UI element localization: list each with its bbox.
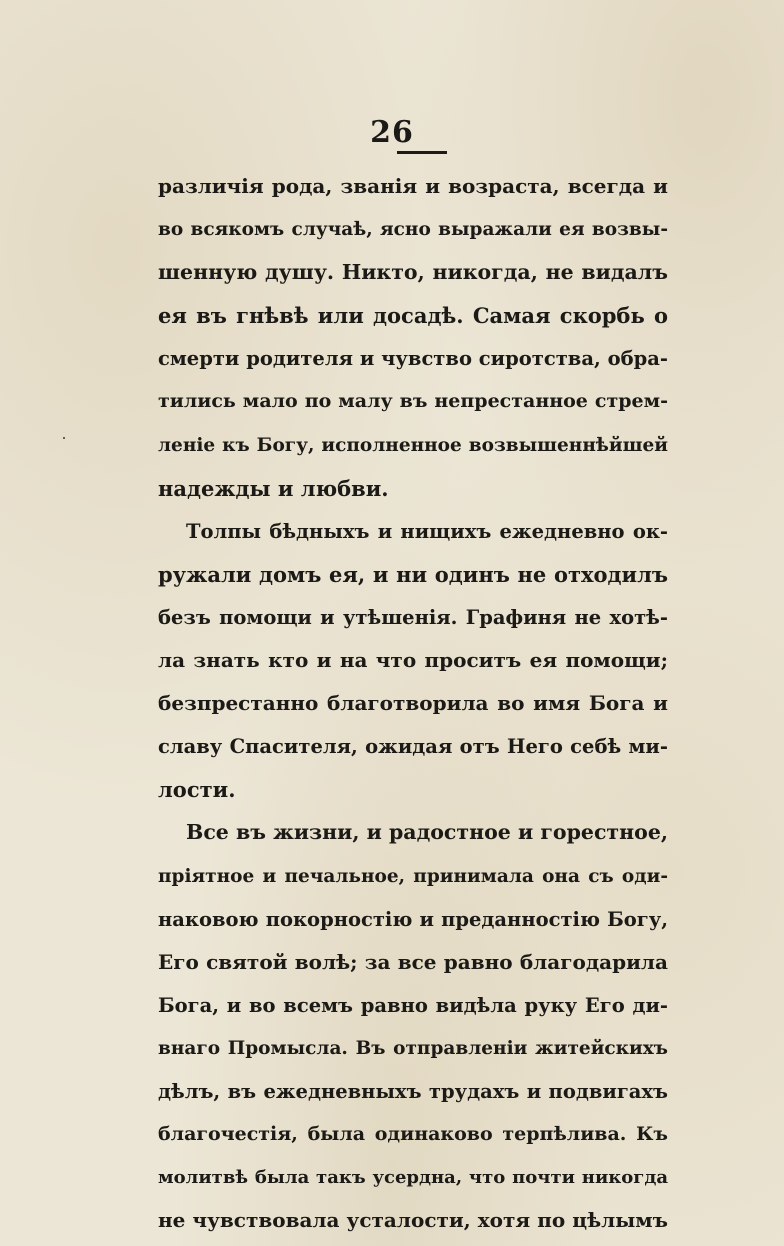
text-line: славу Спасителя, ожидая отъ Него себѣ ми-	[158, 735, 668, 759]
text-line: ла знать кто и на что проситъ ея помощи;	[158, 648, 668, 673]
text-line: различія рода, званія и возраста, всегда и	[158, 174, 668, 198]
text-line: во всякомъ случаѣ, ясно выражали ея возвы-	[158, 219, 668, 241]
text-line: пріятное и печальное, принимала она съ оди-	[158, 865, 668, 887]
text-line: ея въ гнѣвѣ или досадѣ. Самая скорбь о	[158, 303, 668, 329]
text-line: наковою покорностію и преданностію Богу,	[158, 907, 668, 931]
text-line: Бога, и во всемъ равно видѣла руку Его ди-	[158, 993, 668, 1017]
page-number: 26	[370, 115, 414, 150]
text-line: дѣлъ, въ ежедневныхъ трудахъ и подвигахъ	[158, 1079, 668, 1103]
paper-speck	[63, 437, 65, 439]
text-line-paragraph-start: Толпы бѣдныхъ и нищихъ ежедневно ок-	[186, 519, 668, 543]
text-line: благочестія, была одинаково терпѣлива. Къ	[158, 1123, 668, 1146]
text-line: ружали домъ ея, и ни одинъ не отходилъ	[158, 561, 668, 587]
text-line: не чувствовала усталости, хотя по цѣлымъ	[158, 1208, 668, 1233]
text-line: безъ помощи и утѣшенія. Графиня не хотѣ-	[158, 605, 668, 629]
text-line: молитвѣ была такъ усердна, что почти никогда	[158, 1167, 668, 1189]
text-line: Его святой волѣ; за все равно благодарила	[158, 949, 668, 974]
text-line-paragraph-start: Все въ жизни, и радостное и горестное,	[186, 820, 668, 845]
text-line: безпрестанно благотворила во имя Бога и	[158, 691, 668, 716]
body-text	[158, 165, 668, 1242]
text-line: тились мало по малу въ непрестанное стрем-	[158, 390, 668, 413]
page-number-rule	[397, 151, 447, 154]
text-line: смерти родителя и чувство сиротства, обра-	[158, 347, 668, 371]
text-line: шенную душу. Никто, никогда, не видалъ	[158, 260, 668, 285]
text-line-paragraph-end: лости.	[158, 777, 236, 803]
text-line-paragraph-end: надежды и любви.	[158, 475, 389, 501]
text-line: леніе къ Богу, исполненное возвышеннѣйшей	[158, 434, 668, 456]
text-line: внаго Промысла. Въ отправленіи житейскихъ	[158, 1037, 668, 1059]
